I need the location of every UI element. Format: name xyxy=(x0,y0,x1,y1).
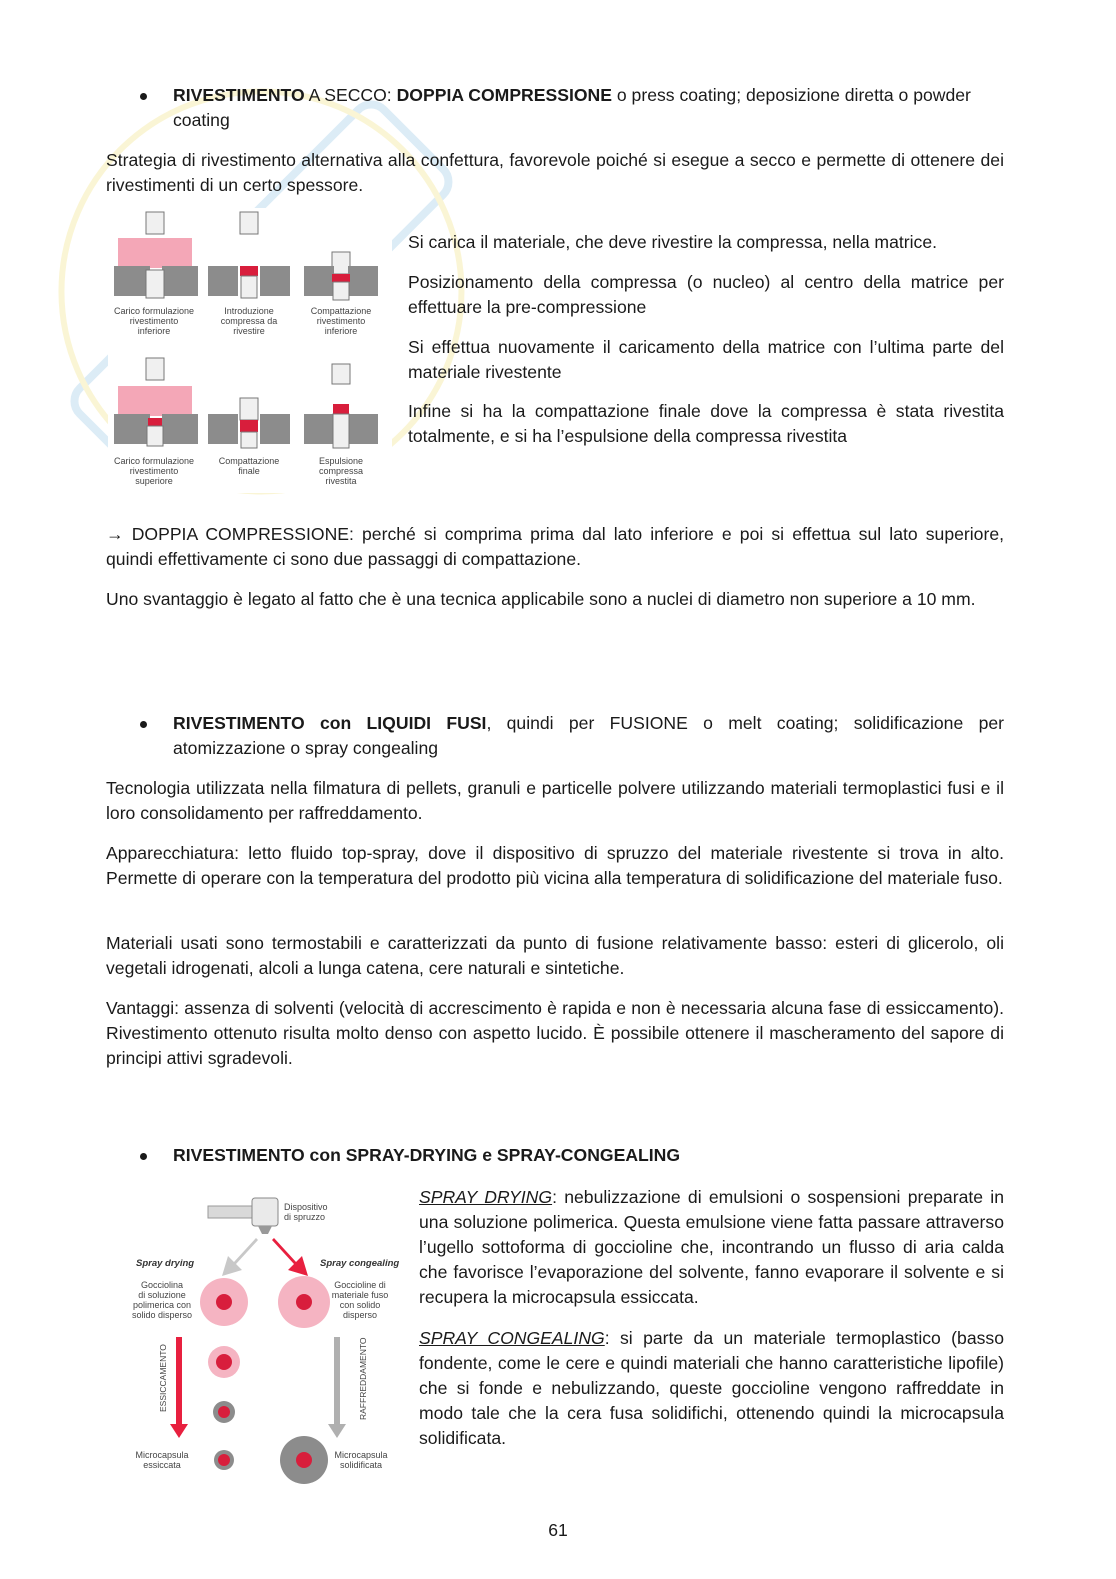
svg-text:Carico formulazionerivestiment xyxy=(114,456,194,486)
arrow-left-down xyxy=(222,1238,258,1276)
fig-caption: Introduzione xyxy=(224,306,274,316)
svg-text:Dispositivodi spruzzo: Dispositivo di spruzzo xyxy=(284,1202,328,1222)
svg-text:Espulsionecompressarivestita xyxy=(319,456,363,486)
svg-text:Spray congealing: Spray congealing xyxy=(320,1258,400,1269)
paragraph-spray-congealing: SPRAY CONGEALING: si parte da un materiale termoplastico (basso fondente, come le cere e quindi materiali che hanno caratteristiche lipofile) che si fonde e nebulizzando, queste goccioline vengono raffreddate in modo tale che la cera fusa solidifichi, ottenendo quindi la microcapsula solidificata. xyxy=(419,1328,1004,1448)
die-right xyxy=(162,266,198,296)
svg-text:ESSICCAMENTO: ESSICCAMENTO xyxy=(158,1344,168,1412)
fig-caption: Espulsione xyxy=(318,456,364,466)
punch-upper xyxy=(146,212,164,234)
svg-text:Goccioline dimateriale fusocon: Goccioline di materiale fuso con solido disperso xyxy=(331,1280,389,1320)
fig-caption: rivestimento xyxy=(129,316,179,326)
fig-caption: rivestimento xyxy=(129,466,179,476)
svg-text:Spray drying: Spray drying xyxy=(136,1258,195,1269)
step-1: Si carica il materiale, che deve rivestire la compressa, nella matrice. xyxy=(408,232,937,252)
fig-caption: compressa da xyxy=(220,316,278,326)
step-4: Infine si ha la compattazione finale dove la compressa è stata rivestita totalmente, e si ha l’espulsione della compressa rivestita xyxy=(408,401,1004,446)
paragraph-spray-drying: SPRAY DRYING: nebulizzazione di emulsioni o sospensioni preparate in una soluzione polimerica. Questa emulsione viene fatta passare attraverso l’ugello sottoforma di goccioline che, incontrando un flusso di aria calda che favorisce l’evaporazione del solvente, fanno evaporare il solvente e si recupera la microcapsula essiccata. xyxy=(419,1187,1004,1307)
step-2: Posizionamento della compressa (o nucleo) al centro della matrice per effettuare la pre-compressione xyxy=(408,272,1004,317)
press-coating-figure xyxy=(108,208,392,493)
section-heading-spray: RIVESTIMENTO con SPRAY-DRYING e SPRAY-CONGEALING xyxy=(173,1145,681,1165)
nozzle-pipe xyxy=(208,1206,258,1218)
step-3: Si effettua nuovamente il caricamento della matrice con l’ultima parte del materiale rivestente xyxy=(408,337,1004,382)
section-heading-press-coating: RIVESTIMENTO A SECCO: DOPPIA COMPRESSIONE o press coating; deposizione diretta o powder coating xyxy=(173,85,971,130)
nozzle-tip xyxy=(258,1226,272,1234)
fig-caption: rivestimento xyxy=(316,316,366,326)
fig-caption: Carico formulazione xyxy=(113,306,195,316)
svg-text:Carico formulazionerivestiment xyxy=(114,306,194,336)
section-heading-melt-coating: RIVESTIMENTO con LIQUIDI FUSI, quindi per FUSIONE o melt coating; solidificazione per atomizzazione o spray congealing xyxy=(173,713,1004,758)
fig-caption: superiore xyxy=(135,476,173,486)
fig-caption: inferiore xyxy=(137,326,171,336)
fig-caption: rivestire xyxy=(233,326,265,336)
die-left xyxy=(114,266,150,296)
bullet-dot xyxy=(138,83,148,93)
paragraph-disadvantage: Uno svantaggio è legato al fatto che è una tecnica applicabile sono a nuclei di diametro non superiore a 10 mm. xyxy=(106,589,976,609)
svg-text:Microcapsulaessiccata: Microcapsula essiccata xyxy=(135,1450,189,1470)
fig-caption: inferiore xyxy=(324,326,358,336)
bullet-dot xyxy=(138,1143,148,1153)
arrow-right-down xyxy=(272,1238,308,1276)
page-number: 61 xyxy=(548,1520,568,1540)
fig-caption: finale xyxy=(238,466,260,476)
svg-text:Compattazionefinale xyxy=(219,456,280,476)
svg-text:RAFFREDDAMENTO: RAFFREDDAMENTO xyxy=(358,1337,368,1420)
punch-lower xyxy=(146,270,164,298)
nozzle-head xyxy=(252,1198,278,1226)
fig-caption: rivestita xyxy=(325,476,357,486)
paragraph-note: → DOPPIA COMPRESSIONE: perché si comprima prima dal lato inferiore e poi si effettua sul lato superiore, quindi effettivamente ci sono due passaggi di compattazione. xyxy=(106,524,1004,569)
fig-caption: Compattazione xyxy=(310,306,372,316)
paragraph-melt-1: Tecnologia utilizzata nella filmatura di pellets, granuli e particelle polvere utilizzando materiali termoplastici fusi e il loro consolidamento per raffreddamento. xyxy=(106,778,1004,823)
powder-load xyxy=(118,238,192,268)
paragraph-intro: Strategia di rivestimento alternativa alla confettura, favorevole poiché si esegue a secco e permette di ottenere dei rivestimenti di un certo spessore. xyxy=(106,150,1004,195)
fig-caption: Compattazione xyxy=(218,456,280,466)
bullet-dot xyxy=(138,711,148,721)
paragraph-melt-4: Vantaggi: assenza di solventi (velocità di accrescimento è rapida e non è necessaria alcuna fase di essiccamento). Rivestimento ottenuto risulta molto denso con aspetto lucido. È possibile ottenere il mascheramento del sapore di principi attivi sgradevoli. xyxy=(106,998,1004,1068)
svg-text:Gocciolinadi soluzionepolimeri: Gocciolina di soluzione polimerica con solido disperso xyxy=(131,1280,193,1320)
paragraph-melt-3: Materiali usati sono termostabili e caratterizzati da punto di fusione relativamente basso: esteri di glicerolo, oli vegetali idrogenati, alcoli a lunga catena, cere naturali e sintetiche. xyxy=(106,933,1004,978)
paragraph-melt-2: Apparecchiatura: letto fluido top-spray, dove il dispositivo di spruzzo del materiale rivestente si trova in alto. Permette di operare con la temperatura del prodotto più vicina alla temperatura di solidificazione del materiale fuso. xyxy=(106,843,1004,888)
svg-text:Introduzionecompressa darivest xyxy=(221,306,278,336)
svg-text:Microcapsulasolidificata: Microcapsula solidificata xyxy=(334,1450,388,1470)
svg-text:Compattazionerivestimentoinfer xyxy=(311,306,372,336)
fig-caption: Carico formulazione xyxy=(113,456,195,466)
spray-figure xyxy=(118,1192,408,1492)
fig-caption: compressa xyxy=(318,466,364,476)
